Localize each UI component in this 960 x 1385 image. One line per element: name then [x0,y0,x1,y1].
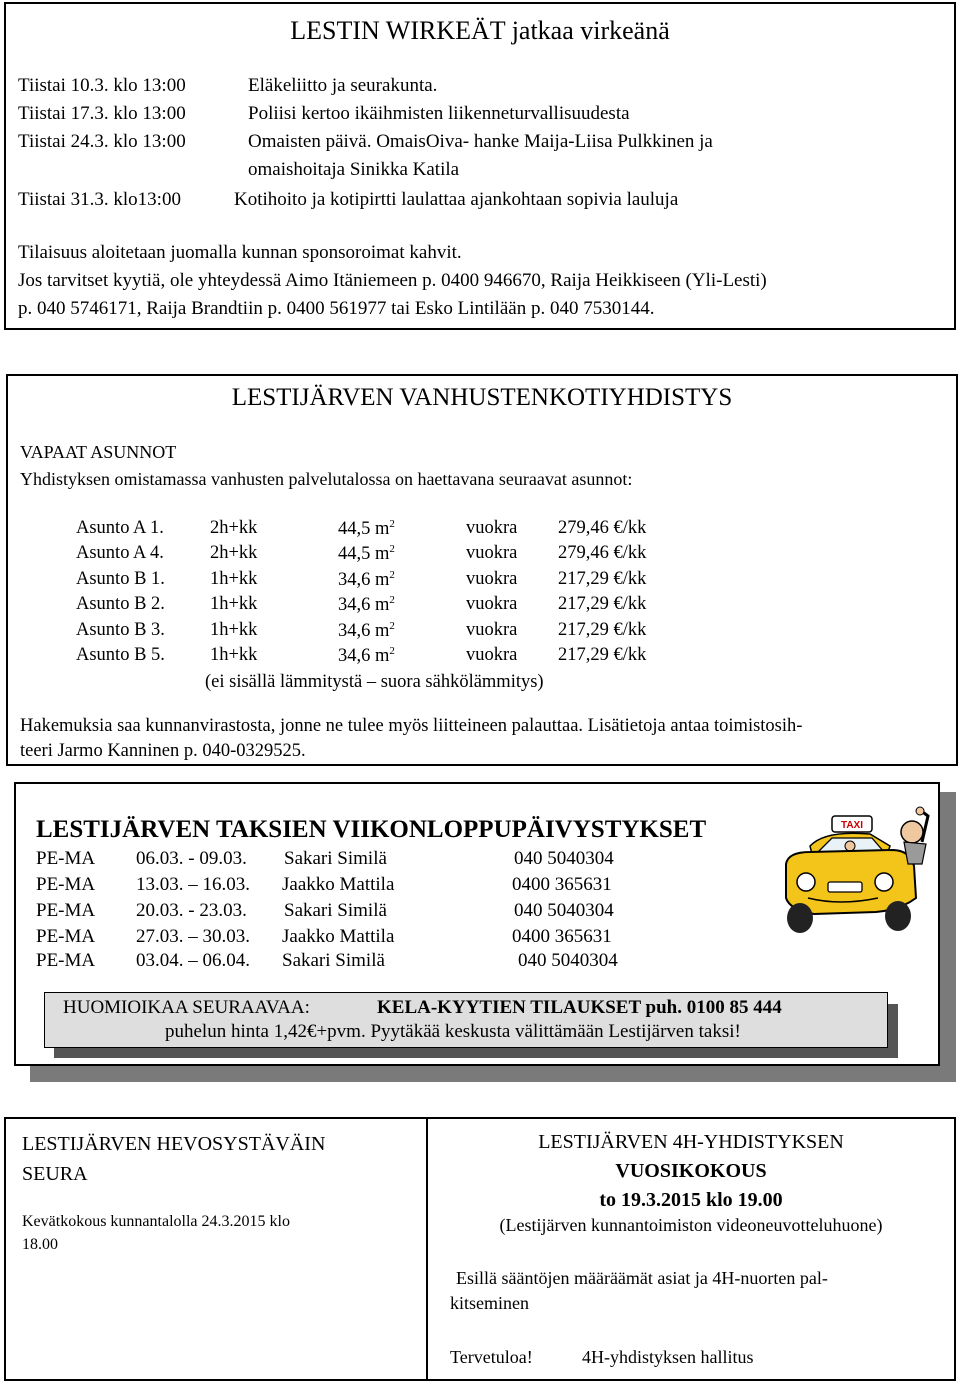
kevatkokous-info: Kevätkokous kunnantalolla 24.3.2015 klo [22,1213,290,1230]
apartment-name: Asunto B 3. [76,620,165,640]
apartment-size: 34,6 $m^2$ [338,620,395,642]
apartments-intro: Yhdistyksen omistamassa vanhusten palvelutalossa on haettavana seuraavat asunnot: [20,469,633,489]
hevosystavat-panel [6,1119,426,1379]
info-line: p. 040 5746171, Raija Brandtiin p. 0400 561977 tai Esko Lintilään p. 040 7530144. [18,298,655,319]
hevosystavat-title-continued: SEURA [22,1163,88,1185]
apartment-size: 44,5 $m^2$ [338,543,395,565]
driver-name: Jaakko Mattila [282,926,395,947]
kevatkokous-time: 18.00 [22,1236,58,1253]
apartment-rent: 217,29 €/kk [558,594,647,614]
apply-info-continued: teeri Jarmo Kanninen p. 040-0329525. [20,741,306,761]
apartment-size: 34,6 $m^2$ [338,594,395,616]
apartment-rent: 279,46 €/kk [558,518,647,538]
duty-days: PE-MA [36,848,96,869]
schedule-date: Tiistai 10.3. klo 13:00 [18,75,186,96]
schedule-desc: Poliisi kertoo ikäihmisten liikenneturvallisuudesta [248,103,630,124]
driver-name: Sakari Similä [284,900,387,921]
duty-days: PE-MA [36,900,96,921]
apartment-rent: 217,29 €/kk [558,620,647,640]
schedule-desc: Eläkeliitto ja seurakunta. [248,75,438,96]
apartment-name: Asunto B 2. [76,594,165,614]
apartment-type: 1h+kk [210,594,258,614]
agenda: Esillä sääntöjen määräämät asiat ja 4H-nuorten pal- [456,1268,828,1288]
wirkeat-section [4,2,956,330]
vanhustenkoti-title: LESTIJÄRVEN VANHUSTENKOTIYHDISTYS [231,384,733,411]
apartment-name: Asunto A 1. [76,518,164,538]
schedule-desc-continued: omaishoitaja Sinikka Katila [248,159,460,180]
schedule-date: Tiistai 24.3. klo 13:00 [18,131,186,152]
apartment-size: 34,6 $m^2$ [338,569,395,591]
apartment-rent: 279,46 €/kk [558,543,647,563]
neljah-panel [428,1119,954,1379]
duty-dates: 03.04. – 06.04. [136,950,250,971]
driver-phone: 040 5040304 [514,848,614,869]
notice-label: HUOMIOIKAA SEURAAVAA: [63,997,310,1018]
apartment-type: 1h+kk [210,620,258,640]
duty-days: PE-MA [36,950,96,971]
vanhustenkoti-section [6,374,958,766]
apply-info: Hakemuksia saa kunnanvirastosta, jonne ne tulee myös liitteineen palauttaa. Lisätietoja antaa toimistosih- [20,716,803,736]
schedule-desc: Kotihoito ja kotipirtti laulattaa ajankohtaan sopivia lauluja [234,189,679,210]
svg-text:TAXI: TAXI [840,820,864,831]
vapaat-asunnot-heading: VAPAAT ASUNNOT [20,442,177,462]
hevosystavat-title: LESTIJÄRVEN HEVOSYSTÄVÄIN [22,1133,326,1155]
rent-label: vuokra [466,518,518,538]
driver-name: Sakari Similä [284,848,387,869]
apartment-name: Asunto B 1. [76,569,165,589]
driver-name: Sakari Similä [282,950,385,971]
heating-note: (ei sisällä lämmitystä – suora sähkölämmitys) [205,672,544,692]
rent-label: vuokra [466,620,518,640]
duty-dates: 20.03. - 23.03. [136,900,247,921]
duty-days: PE-MA [36,874,96,895]
taxi-section [14,782,940,1066]
apartment-size: 44,5 $m^2$ [338,518,395,540]
driver-phone: 0400 365631 [512,926,612,947]
apartment-rent: 217,29 €/kk [558,569,647,589]
kela-phone: KELA-KYYTIEN TILAUKSET puh. 0100 85 444 [377,997,782,1018]
vuosikokous-heading: VUOSIKOKOUS [615,1160,767,1182]
duty-dates: 06.03. - 09.03. [136,848,247,869]
bottom-notices [4,1117,956,1381]
info-line: Jos tarvitset kyytiä, ole yhteydessä Aimo Itäniemeen p. 0400 946670, Raija Heikkiseen (Yli-Lesti) [18,270,767,291]
rent-label: vuokra [466,543,518,563]
agenda-continued: kitseminen [450,1293,529,1313]
apartment-type: 2h+kk [210,543,258,563]
duty-dates: 13.03. – 16.03. [136,874,250,895]
apartment-size: 34,6 $m^2$ [338,645,395,667]
apartment-type: 1h+kk [210,645,258,665]
schedule-date: Tiistai 31.3. klo13:00 [18,189,181,210]
kela-notice [44,992,888,1048]
driver-phone: 040 5040304 [514,900,614,921]
rent-label: vuokra [466,645,518,665]
schedule-date: Tiistai 17.3. klo 13:00 [18,103,186,124]
duty-dates: 27.03. – 30.03. [136,926,250,947]
apartment-rent: 217,29 €/kk [558,645,647,665]
apartment-type: 1h+kk [210,569,258,589]
taxi-car-icon [780,806,932,956]
driver-phone: 0400 365631 [512,874,612,895]
taxi-title: LESTIJÄRVEN TAKSIEN VIIKONLOPPUPÄIVYSTYKSET [36,816,707,843]
schedule-desc: Omaisten päivä. OmaisOiva- hanke Maija-Liisa Pulkkinen ja [248,131,713,152]
apartment-name: Asunto A 4. [76,543,164,563]
apartment-type: 2h+kk [210,518,258,538]
info-line: Tilaisuus aloitetaan juomalla kunnan sponsoroimat kahvit. [18,242,462,263]
rent-label: vuokra [466,569,518,589]
wirkeat-title: LESTIN WIRKEÄT jatkaa virkeänä [290,16,670,45]
duty-days: PE-MA [36,926,96,947]
apartment-name: Asunto B 5. [76,645,165,665]
driver-phone: 040 5040304 [518,950,618,971]
welcome-text: Tervetuloa! [450,1347,533,1367]
signature: 4H-yhdistyksen hallitus [582,1347,754,1367]
driver-name: Jaakko Mattila [282,874,395,895]
meeting-date: to 19.3.2015 klo 19.00 [599,1189,783,1211]
meeting-place: (Lestijärven kunnantoimiston videoneuvotteluhuone) [499,1215,883,1235]
rent-label: vuokra [466,594,518,614]
notice-pricing: puhelun hinta 1,42€+pvm. Pyytäkää keskusta välittämään Lestijärven taksi! [165,1021,741,1042]
neljah-title: LESTIJÄRVEN 4H-YHDISTYKSEN [538,1131,844,1153]
